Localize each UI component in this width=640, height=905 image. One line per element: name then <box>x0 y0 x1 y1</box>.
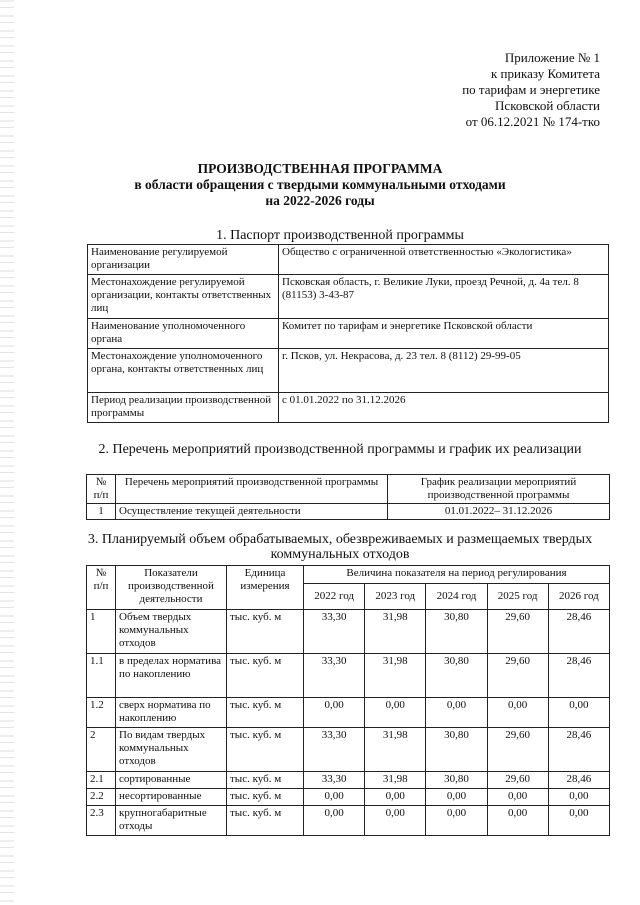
cell-number: 2 <box>87 728 116 772</box>
cell-value: 0,00 <box>365 789 426 806</box>
cell-value: 0,00 <box>487 806 548 836</box>
cell-value: 0,00 <box>426 789 487 806</box>
cell-value: 33,30 <box>304 610 365 654</box>
cell-value: 28,46 <box>548 654 609 698</box>
year-header: 2026 год <box>548 584 609 610</box>
approval-line: Псковской области <box>495 98 600 113</box>
section3-title: 3. Планируемый объем обрабатываемых, обезвреживаемых и размещаемых твердых коммунальных отходов <box>87 532 593 562</box>
approval-line: от 06.12.2021 № 174-тко <box>465 114 600 129</box>
cell-unit: тыс. куб. м <box>227 728 304 772</box>
cell-number: 2.2 <box>87 789 116 806</box>
table-row <box>87 772 610 789</box>
header-cell: № п/п <box>87 475 116 504</box>
cell-value: 0,00 <box>365 698 426 728</box>
year-header: 2025 год <box>487 584 548 610</box>
table-row <box>88 319 609 349</box>
header-cell: Показатели производственной деятельности <box>116 566 227 610</box>
cell-value: 30,80 <box>426 728 487 772</box>
cell-value: 0,00 <box>487 698 548 728</box>
cell-value: 29,60 <box>487 610 548 654</box>
cell-value: 0,00 <box>304 806 365 836</box>
cell-number: 2.1 <box>87 772 116 789</box>
table-row <box>87 504 610 520</box>
cell-value: 33,30 <box>304 772 365 789</box>
header-cell: Величина показателя на период регулирования <box>304 566 610 584</box>
header-cell: Перечень мероприятий производственной программы <box>116 475 388 504</box>
cell-number: 2.3 <box>87 806 116 836</box>
volume-table <box>86 565 610 836</box>
table-header-row <box>87 566 610 584</box>
cell-value: 29,60 <box>487 728 548 772</box>
row-label: Местонахождение уполномоченного органа, контакты ответственных лиц <box>88 349 279 393</box>
cell-value: 33,30 <box>304 728 365 772</box>
cell-indicator: несортированные <box>116 789 227 806</box>
cell-indicator: в пределах норматива по накоплению <box>116 654 227 698</box>
measures-table <box>86 474 610 520</box>
cell-value: 28,46 <box>548 610 609 654</box>
header-cell: Единица измерения <box>227 566 304 610</box>
approval-line: по тарифам и энергетике <box>462 82 600 97</box>
title-line: ПРОИЗВОДСТВЕННАЯ ПРОГРАММА <box>197 161 443 176</box>
cell-unit: тыс. куб. м <box>227 654 304 698</box>
cell-indicator: сортированные <box>116 772 227 789</box>
cell-value: 0,00 <box>304 789 365 806</box>
passport-table <box>87 244 609 423</box>
cell-value: 30,80 <box>426 654 487 698</box>
cell-value: 31,98 <box>365 654 426 698</box>
cell-value: 0,00 <box>365 806 426 836</box>
row-label: Наименование регулируемой организации <box>88 245 279 275</box>
cell-indicator: Объем твердых коммунальных отходов <box>116 610 227 654</box>
cell-value: 0,00 <box>426 806 487 836</box>
cell-schedule: 01.01.2022– 31.12.2026 <box>388 504 610 520</box>
scan-edge <box>0 0 14 905</box>
row-label: Наименование уполномоченного органа <box>88 319 279 349</box>
table-row <box>87 698 610 728</box>
cell-value: 29,60 <box>487 772 548 789</box>
cell-value: 0,00 <box>304 698 365 728</box>
cell-unit: тыс. куб. м <box>227 789 304 806</box>
row-value: Общество с ограниченной ответственностью «Экологистика» <box>279 245 609 275</box>
cell-value: 0,00 <box>548 806 609 836</box>
cell-value: 0,00 <box>548 698 609 728</box>
cell-value: 30,80 <box>426 610 487 654</box>
document-title <box>0 161 640 209</box>
cell-value: 33,30 <box>304 654 365 698</box>
title-line: в области обращения с твердыми коммунальными отходами <box>134 177 506 192</box>
section2-title: 2. Перечень мероприятий производственной программы и график их реализации <box>98 442 582 457</box>
cell-unit: тыс. куб. м <box>227 772 304 789</box>
approval-line: Приложение № 1 <box>504 50 600 65</box>
title-line: на 2022-2026 годы <box>265 193 375 208</box>
cell-unit: тыс. куб. м <box>227 610 304 654</box>
cell-indicator: сверх норматива по накоплению <box>116 698 227 728</box>
cell-measure: Осуществление текущей деятельности <box>116 504 388 520</box>
cell-number: 1.2 <box>87 698 116 728</box>
table-row <box>88 245 609 275</box>
cell-indicator: По видам твердых коммунальных отходов <box>116 728 227 772</box>
cell-value: 28,46 <box>548 772 609 789</box>
cell-value: 28,46 <box>548 728 609 772</box>
cell-value: 31,98 <box>365 728 426 772</box>
approval-line: к приказу Комитета <box>490 66 600 81</box>
table-header-row <box>87 475 610 504</box>
cell-number: 1.1 <box>87 654 116 698</box>
cell-value: 30,80 <box>426 772 487 789</box>
table-row <box>87 806 610 836</box>
table-row <box>87 728 610 772</box>
cell-value: 0,00 <box>548 789 609 806</box>
cell-number: 1 <box>87 504 116 520</box>
row-value: Псковская область, г. Великие Луки, проезд Речной, д. 4а тел. 8 (81153) 3-43-87 <box>279 275 609 319</box>
cell-number: 1 <box>87 610 116 654</box>
cell-value: 31,98 <box>365 772 426 789</box>
cell-value: 0,00 <box>487 789 548 806</box>
header-cell: График реализации мероприятий производственной программы <box>388 475 610 504</box>
cell-unit: тыс. куб. м <box>227 806 304 836</box>
year-header: 2024 год <box>426 584 487 610</box>
cell-value: 0,00 <box>426 698 487 728</box>
row-value: с 01.01.2022 по 31.12.2026 <box>279 393 609 423</box>
table-row <box>88 275 609 319</box>
table-row <box>88 349 609 393</box>
row-value: г. Псков, ул. Некрасова, д. 23 тел. 8 (8112) 29-99-05 <box>279 349 609 393</box>
cell-value: 31,98 <box>365 610 426 654</box>
cell-value: 29,60 <box>487 654 548 698</box>
table-row <box>87 789 610 806</box>
section1-title: 1. Паспорт производственной программы <box>216 228 464 243</box>
cell-indicator: крупногабаритные отходы <box>116 806 227 836</box>
row-label: Период реализации производственной программы <box>88 393 279 423</box>
cell-unit: тыс. куб. м <box>227 698 304 728</box>
header-cell: № п/п <box>87 566 116 610</box>
year-header: 2023 год <box>365 584 426 610</box>
table-row <box>88 393 609 423</box>
year-header: 2022 год <box>304 584 365 610</box>
table-row <box>87 654 610 698</box>
row-label: Местонахождение регулируемой организации, контакты ответственных лиц <box>88 275 279 319</box>
row-value: Комитет по тарифам и энергетике Псковской области <box>279 319 609 349</box>
table-row <box>87 610 610 654</box>
approval-stamp-text <box>462 50 600 130</box>
